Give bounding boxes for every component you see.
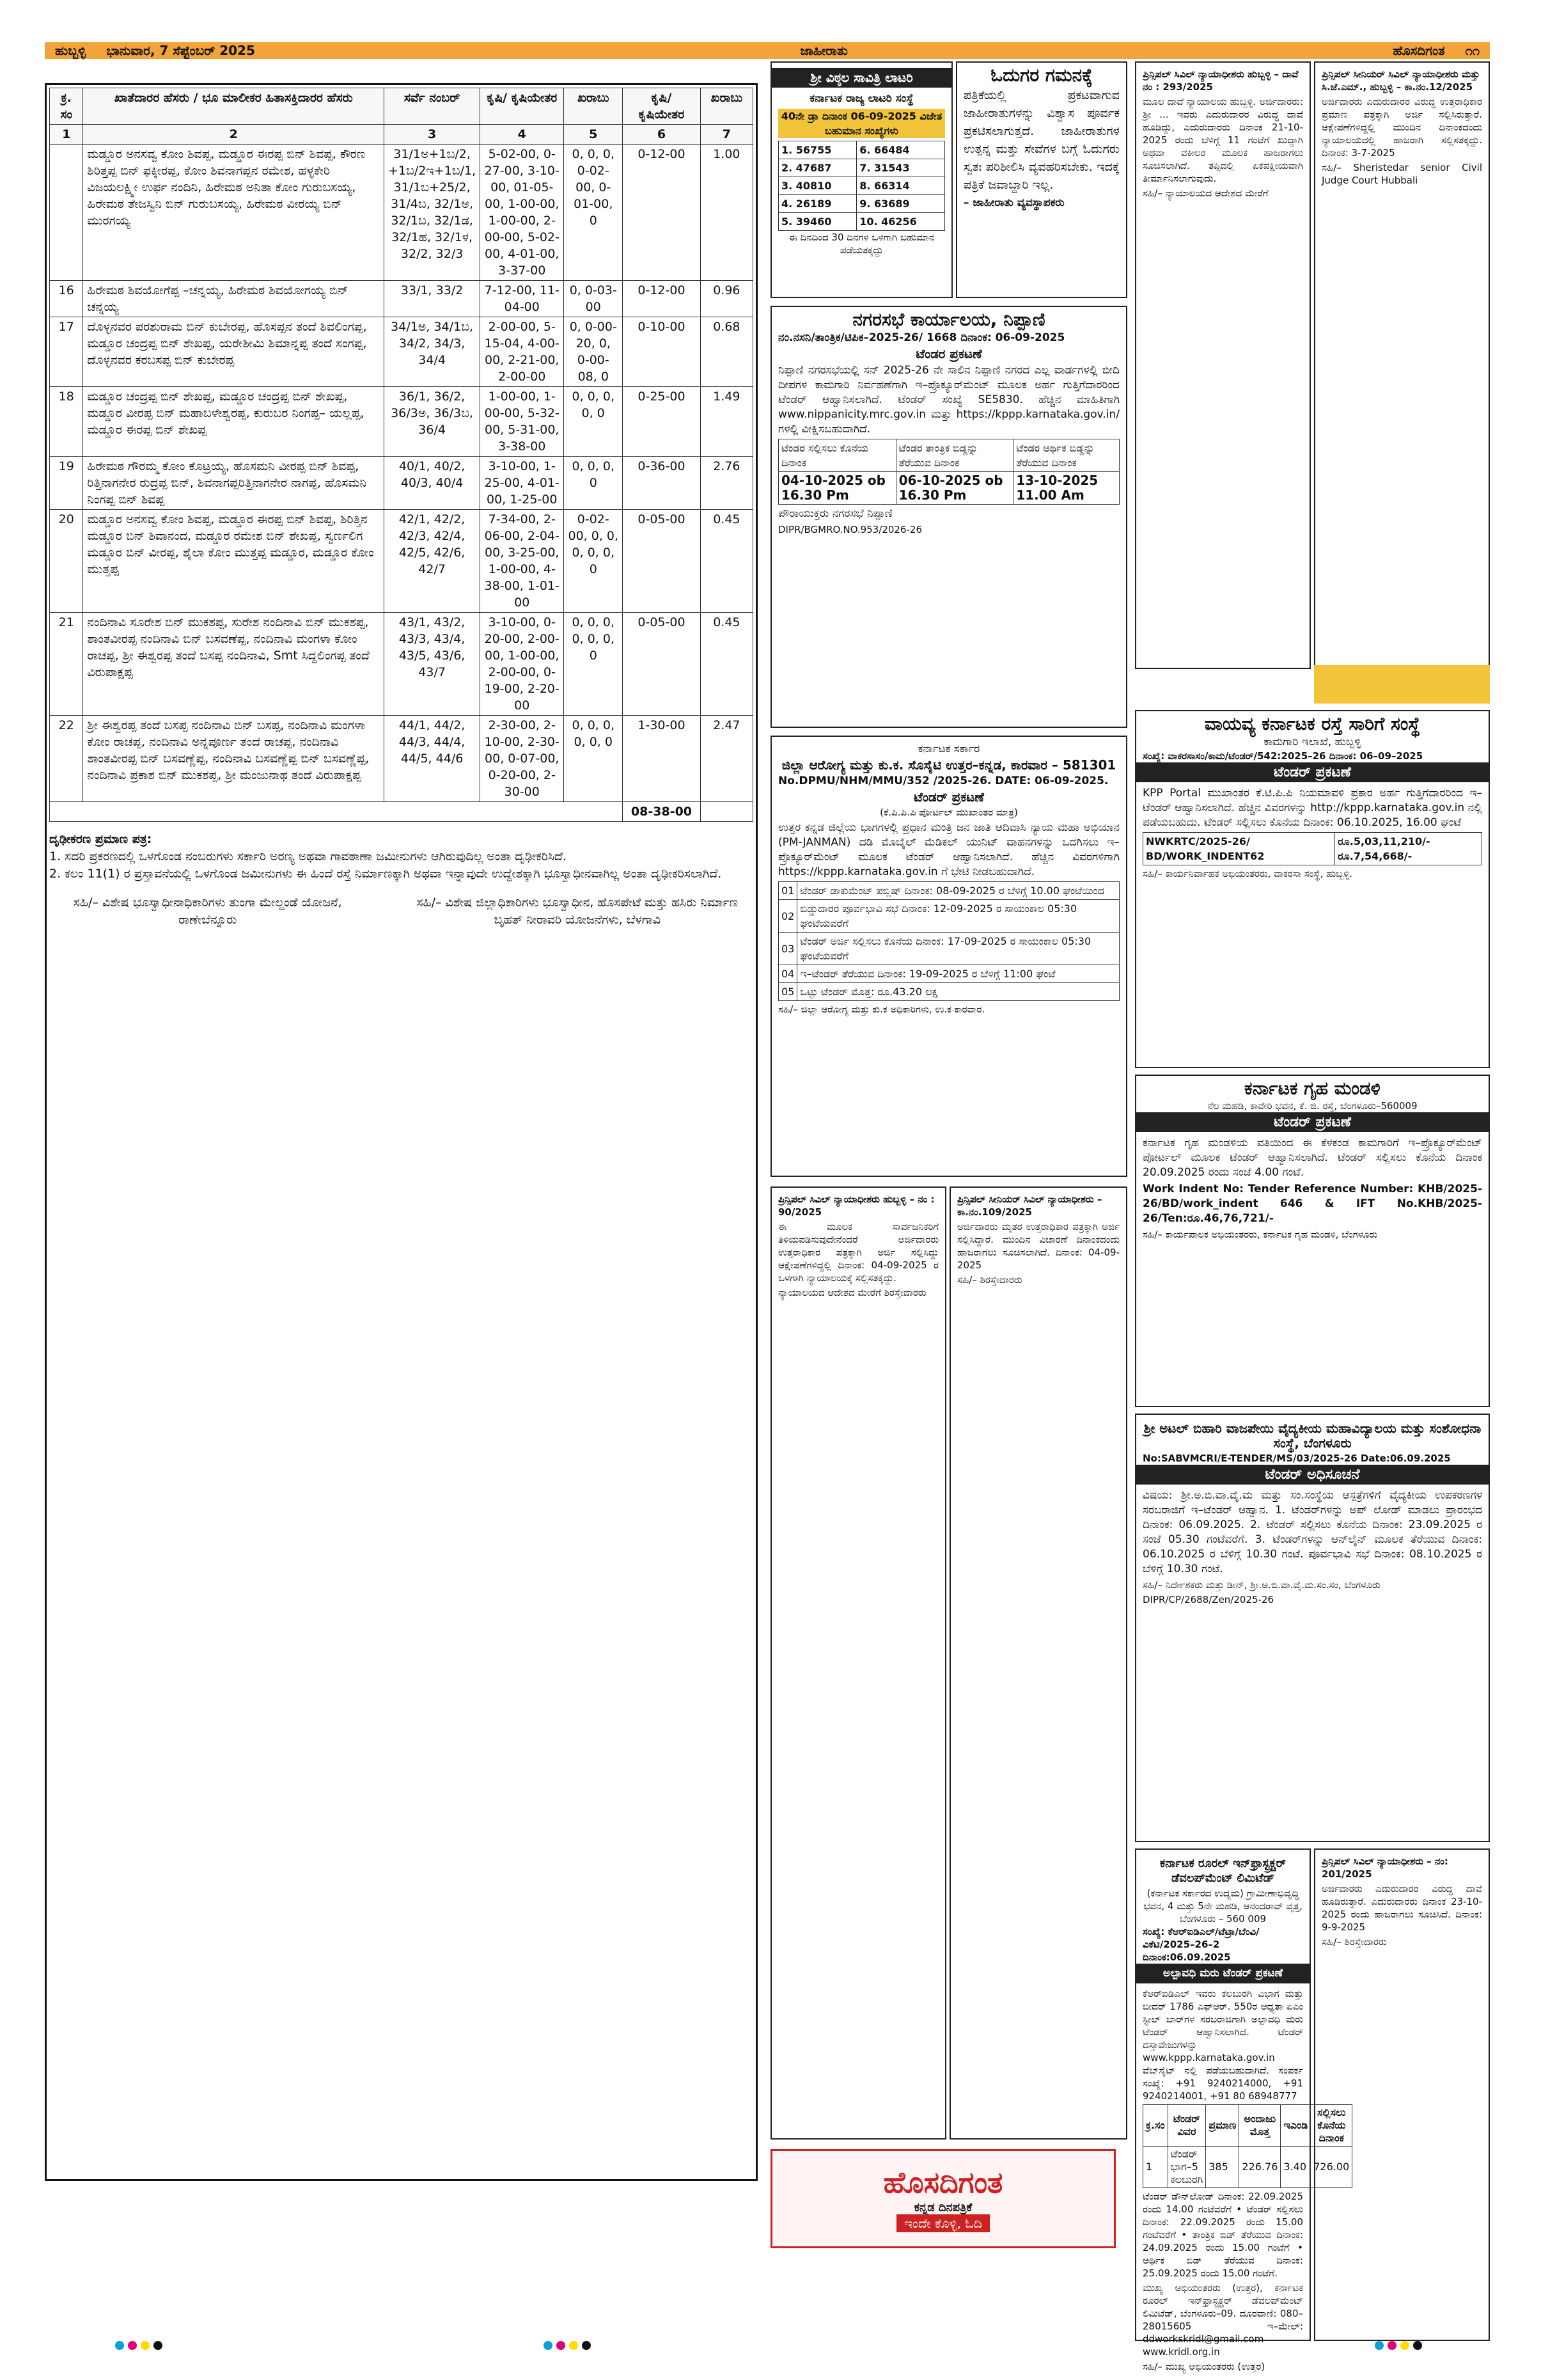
medical-title: ಶ್ರೀ ಅಟಲ್ ಬಿಹಾರಿ ವಾಜಪೇಯಿ ವೈದ್ಯಕೀಯ ಮಹಾವಿದ್ಯಾಲಯ ಮತ್ತು ಸಂಶೋಧನಾ ಸಂಸ್ಥೆ, ಬೆಂಗಳೂರು [1143,1421,1482,1451]
kridl-title: ಕರ್ನಾಟಕ ರೂರಲ್ ಇನ್‌ಫ್ರಾಸ್ಟ್ರಕ್ಚರ್ ಡೆವಲಪ್‌ಮೆಂಟ್ ಲಿಮಿಟೆಡ್ [1159,1857,1287,1885]
table-row [50,145,753,281]
hosadiganta-ad[interactable] [770,2149,1116,2248]
court3-head: ಪ್ರಿನ್ಸಿಪಲ್ ಸಿವಿಲ್ ನ್ಯಾಯಾಧೀಶರು ಹುಬ್ಬಳ್ಳಿ – ನಂ : 90/2025 [778,1194,935,1218]
court1-sign: ಸಹಿ/– ನ್ಯಾಯಾಲಯದ ಆದೇಶದ ಮೇರೆಗೆ [1143,187,1269,199]
karwar-tender [770,736,1127,1177]
cell-c: 0-12-00 [623,145,701,281]
court-notice-4 [950,1186,1127,2140]
col-number: 7 [700,125,753,145]
kridl-col-header: ಸಲ್ಲಿಸಲು ಕೊನೆಯ ದಿನಾಂಕ [1311,2105,1352,2147]
nipani-subtitle: ಟೆಂಡರ ಪ್ರಕಟಣೆ [916,346,982,361]
cell-d: 2.47 [700,716,753,802]
cell-c: 0-12-00 [623,281,701,317]
cell-b: 0, 0, 0, 0, 0, 0, 0 [564,613,623,716]
col-number: 5 [564,125,623,145]
nipani-tender [770,306,1127,728]
table-row [50,317,753,387]
lottery-subtitle: ಕರ್ನಾಟಕ ರಾಜ್ಯ ಲಾಟರಿ ಸಂಸ್ಥೆ [810,92,914,105]
nipani-col-3: ಟೆಂಡರ ಆರ್ಥಿಕ ಬಿಡ್ಡನ್ನು ತೆರೆಯುವ ದಿನಾಂಕ [1013,439,1120,472]
kridl-subtitle: ಅಲ್ಪಾವಧಿ ಮರು ಟೆಂಡರ್ ಪ್ರಕಟಣೆ [1136,1964,1310,1983]
nipani-date-1: 04-10-2025 ob 16.30 Pm [779,472,896,505]
housing-sub: ನೆಲ ಮಹಡಿ, ಕಾವೇರಿ ಭವನ, ಕೆ. ಜಿ. ರಸ್ತೆ, ಬೆಂಗಳೂರು–560009 [1207,1100,1418,1112]
kridl-cell: 226.76 [1239,2147,1281,2188]
cell-a: 5-02-00, 0-27-00, 3-10-00, 01-05-00, 1-00-00, 1-00-00, 2-00-00, 5-02-00, 4-01-00, 3-37-00 [480,145,564,281]
housing-body: ಕರ್ನಾಟಕ ಗೃಹ ಮಂಡಳಿಯ ವತಿಯಿಂದ ಈ ಕೆಳಕಂಡ ಕಾಮಗಾರಿಗೆ ಇ–ಪ್ರೊಕ್ಯೂರ್‌ಮೆಂಟ್ ಪೋರ್ಟಲ್ ಮೂಲಕ ಟೆಂಡರ್ ಆಹ್ವಾನಿಸಲಾಗಿದೆ. ಟೆಂಡರ್ ಸಲ್ಲಿಸಲು ಕೊನೆಯ ದಿನಾಂಕ 20.09.2025 ರಂದು ಸಂಜೆ 4.00 ಗಂಟೆ. [1143,1137,1482,1179]
housing-work: Work Indent No: Tender Reference Number: KHB/2025-26/BD/work_indent 646 & IFT No.KHB/2025-26/Ten:ರೂ.46,76,721/- [1143,1183,1482,1225]
schedule-row [779,933,1120,965]
cell-a: 7-12-00, 11-04-00 [480,281,564,317]
court5-body: ಅರ್ಜಿದಾರರು ಎದುರುದಾರರ ವಿರುದ್ಧ ದಾವೆ ಹೂಡಿರುತ್ತಾರೆ. ಎದುರುದಾರರು ದಿನಾಂಕ 23-10-2025 ರಂದು ಹಾಜರಾಗಲು ಸೂಚಿಸಿದೆ. ದಿನಾಂಕ: 9-9-2025 [1322,1883,1482,1933]
court-notice-3 [770,1186,946,2140]
ad-title: ಹೊಸದಿಗಂತ [883,2165,1003,2200]
cell-survey: 42/1, 42/2, 42/3, 42/4, 42/5, 42/6, 42/7 [384,510,480,613]
cell-a: 7-34-00, 2-06-00, 2-04-00, 3-25-00, 1-00-00, 4-38-00, 1-01-00 [480,510,564,613]
nwkrtc-amount: ರೂ.5,03,11,210/- ರೂ.7,54,668/- [1335,833,1482,865]
col-number: 6 [623,125,701,145]
kridl-main [1135,1848,1350,2372]
karwar-subtitle: ಟೆಂಡರ್ ಪ್ರಕಟಣೆ [914,789,984,805]
nipani-dipr: DIPR/BGMRO.NO.953/2026-26 [778,524,923,535]
lottery-number: 6. 66484 [857,141,945,159]
land-table [49,88,753,822]
medical-body: ವಿಷಯ: ಶ್ರೀ.ಅ.ಬಿ.ವಾ.ವೈ.ಮ ಮತ್ತು ಸಂ.ಸಂಸ್ಥೆಯ ಆಸ್ಪತ್ರೆಗಳಿಗೆ ವೈದ್ಯಕೀಯ ಉಪಕರಣಗಳ ಸರಬರಾಜಿಗೆ ಇ–ಟೆಂಡರ್ ಆಹ್ವಾನ. 1. ಟೆಂಡರ್‌ಗಳನ್ನು ಅಪ್ ಲೋಡ್ ಮಾಡಲು ಪ್ರಾರಂಭದ ದಿನಾಂಕ: 06.09.2025. 2. ಟೆಂಡರ್ ಸಲ್ಲಿಸಲು ಕೊನೆಯ ದಿನಾಂಕ: 23.09.2025 ರ ಸಂಜೆ 05.30 ಗಂಟೆವರೆಗೆ. 3. ಟೆಂಡರ್‌ಗಳನ್ನು ಆನ್‌ಲೈನ್ ಮೂಲಕ ತೆರೆಯುವ ದಿನಾಂಕ: 06.10.2025 ರ ಬೆಳಿಗ್ಗೆ 10.30 ಗಂಟೆ. ಪೂರ್ವಭಾವಿ ಸಭೆ ದಿನಾಂಕ: 08.10.2025 ರ ಬೆಳಿಗ್ಗೆ 10.30 ಗಂಟೆ. [1143,1489,1482,1575]
lottery-number: 9. 63689 [857,195,945,213]
kridl-col-header: ಇಎಂಡಿ [1281,2105,1311,2147]
cell-d: 1.49 [700,387,753,457]
court-notice-2 [1314,61,1490,669]
court5-head: ಪ್ರಿನ್ಸಿಪಲ್ ಸಿವಿಲ್ ನ್ಯಾಯಾಧೀಶರು – ನಂ: 201/2025 [1322,1856,1448,1880]
schedule-row [779,983,1120,1001]
lottery-number: 10. 46256 [857,213,945,231]
court3-sign: ನ್ಯಾಯಾಲಯದ ಆದೇಶದ ಮೇರೆಗೆ ಶಿರಸ್ತೇದಾರರು [778,1287,927,1298]
land-acquisition-notice [45,83,758,2181]
col-header-sno: ಕ್ರ. ಸಂ [50,88,83,125]
header-brand: ಹೊಸದಿಗಂತ [1393,43,1445,58]
cell-b: 0, 0, 0, 0, 0 [564,387,623,457]
cell-no: 19 [50,457,83,510]
lottery-number: 2. 47687 [779,159,857,177]
court1-head: ಪ್ರಿನ್ಸಿಪಲ್ ಸಿವಿಲ್ ನ್ಯಾಯಾಧೀಶರು ಹುಬ್ಬಳ್ಳಿ – ದಾವೆ ನಂ : 293/2025 [1143,68,1299,93]
kridl-col-header: ಟೆಂಡರ್ ವಿವರ [1168,2105,1206,2147]
schedule-cell: ಇ–ಟೆಂಡರ್ ತೆರೆಯುವ ದಿನಾಂಕ: 19-09-2025 ರ ಬೆಳಿಗ್ಗೆ 11:00 ಘಂಟೆ [797,965,1120,983]
lottery-footer: ಈ ದಿನದಿಂದ 30 ದಿನಗಳ ಒಳಗಾಗಿ ಬಹುಮಾನ ಪಡೆಯತಕ್ಕದ್ದು [788,232,935,256]
cell-a: 2-00-00, 5-15-04, 4-00-00, 2-21-00, 2-00-00 [480,317,564,387]
cell-name: ನಂದಿನಾವಿ ಸೂರೇಶ ಬಿನ್ ಮುಕಶಪ್ಪ, ಸುರೇಶ ನಂದಿನಾವಿ ಬಿನ್ ಮುಕಶಪ್ಪ, ಶಾಂತವೀರಪ್ಪ ನಂದಿನಾವಿ ಬಿನ್ ಬಸವಣೆಪ್ಪ, ನಂದಿನಾವಿ ಮಂಗಳಾ ಕೋಂ ರಾಚಪ್ಪ, ಶ್ರೀ ಈಶ್ವರಪ್ಪ ತಂದೆ ಬಸಪ್ಪ ನಂದಿನಾವಿ, Smt ಸಿದ್ದಲಿಂಗಪ್ಪ ತಂದೆ ವಿರುಪಾಕ್ಷಪ್ಪ [83,613,384,716]
lottery-draw: 40ನೇ ಡ್ರಾ ದಿನಾಂಕ 06-09-2025 ವಿಜೇತ ಬಹುಮಾನ ಸಂಖ್ಯೆಗಳು [778,109,945,138]
cell-c: 0-25-00 [623,387,701,457]
header-page-number: ೧೧ [1465,43,1480,58]
housing-subtitle: ಟೆಂಡರ್ ಪ್ರಕಟಣೆ [1136,1112,1489,1132]
schedule-cell: ಟೆಂಡರ್ ಡಾಕುಮೆಂಟ್ ಪಬ್ಲಿಷ್ ದಿನಾಂಕ: 08-09-2025 ರ ಬೆಳಿಗ್ಗೆ 10.00 ಘಂಟೆಯಿಂದ [797,882,1120,900]
cell-d: 2.76 [700,457,753,510]
header-city: ಹುಬ್ಬಳ್ಳಿ [55,43,86,58]
readers-title: ಓದುಗರ ಗಮನಕ್ಕೆ [990,65,1093,86]
cell-b: 0-02-00, 0, 0, 0, 0, 0, 0 [564,510,623,613]
col-number: 1 [50,125,83,145]
lottery-number: 5. 39460 [779,213,857,231]
nwkrtc-item: NWKRTC/2025-26/ BD/WORK_INDENT62 [1143,833,1335,865]
cell-name: ಹಿರೇಮಠ ಶಿವಯೋಗೆಪ್ಪ –ಚನ್ನಯ್ಯ, ಹಿರೇಮಠ ಶಿವಯೋಗಯ್ಯ ಬಿನ್ ಚನ್ನಯ್ಯ [83,281,384,317]
kridl-col-header: ಅಂದಾಜು ಮೊತ್ತ [1239,2105,1281,2147]
nipani-ref: ನಂ.ನಸನಿ/ತಾಂತ್ರಿಕ/ಟಿಪಿಕ–2025-26/ 1668 ದಿನಾಂಕ: 06-09-2025 [778,331,1065,344]
cell-no [50,145,83,281]
schedule-cell: ಒಟ್ಟು ಟೆಂಡರ್ ಮೊತ್ತ: ರೂ.43.20 ಲಕ್ಷ [797,983,1120,1001]
schedule-cell: 05 [779,983,797,1001]
readers-body: ಪತ್ರಿಕೆಯಲ್ಲಿ ಪ್ರಕಟವಾಗುವ ಜಾಹೀರಾತುಗಳನ್ನು ವಿಶ್ವಾಸ ಪೂರ್ವಕ ಪ್ರಕಟಿಸಲಾಗುತ್ತದೆ. ಜಾಹೀರಾತುಗಳ ಉತ್ಪನ್ನ ಮತ್ತು ಸೇವೆಗಳ ಬಗ್ಗೆ ಓದುಗರು ಸ್ವತಃ ಪರಿಶೀಲಿಸಿ ವ್ಯವಹರಿಸಬೇಕು. ಇದಕ್ಕೆ ಪತ್ರಿಕೆ ಜವಾಬ್ದಾರಿ ಇಲ್ಲ. [964,88,1120,192]
cell-survey: 40/1, 40/2, 40/3, 40/4 [384,457,480,510]
table-row [50,457,753,510]
court3-body: ಈ ಮೂಲಕ ಸಾರ್ವಜನಿಕರಿಗೆ ತಿಳಿಯಪಡಿಸುವುದೇನೆಂದರೆ ಅರ್ಜಿದಾರರು ಉತ್ತರಾಧಿಕಾರ ಪತ್ರಕ್ಕಾಗಿ ಅರ್ಜಿ ಸಲ್ಲಿಸಿದ್ದು ಆಕ್ಷೇಪಣೆಗಳಿದ್ದಲ್ಲಿ ದಿನಾಂಕ: 04-09-2025 ರ ಒಳಗಾಗಿ ನ್ಯಾಯಾಲಯಕ್ಕೆ ಸಲ್ಲಿಸತಕ್ಕದ್ದು. [778,1221,939,1284]
karwar-ref: No.DPMU/NHM/MMU/352 /2025-26. DATE: 06-09-2025. [778,775,1109,787]
cell-a: 3-10-00, 1-25-00, 4-01-00, 1-25-00 [480,457,564,510]
signature-1: ಸಹಿ/– ವಿಶೇಷ ಭೂಸ್ವಾಧೀನಾಧಿಕಾರಿಗಳು ತುಂಗಾ ಮೇಲ್ದಂಡೆ ಯೋಜನೆ, ರಾಣೇಬೆನ್ನೂರು [73,895,342,927]
header-title: ಜಾಹೀರಾತು [800,43,848,58]
kridl-sub: (ಕರ್ನಾಟಕ ಸರ್ಕಾರದ ಉದ್ಯಮ) ಗ್ರಾಮೀಣಾಭಿವೃದ್ಧಿ ಭವನ, 4 ಮತ್ತು 5ನೇ ಮಹಡಿ, ಆನಂದರಾವ್ ವೃತ್ತ, ಬೆಂಗಳೂರು – 560 009 [1143,1887,1302,1925]
nwkrtc-ref: ಸಂಖ್ಯೆ: ವಾಕರಸಾಸಂ/ಕಾಮ/ಟೆಂಡರ್/542:2025–26 ದಿನಾಂಕ: 06–09–2025 [1143,750,1423,762]
cell-b: 0, 0-00-20, 0, 0-00-08, 0 [564,317,623,387]
court2-head: ಪ್ರಿನ್ಸಿಪಲ್ ಸೀನಿಯರ್ ಸಿವಿಲ್ ನ್ಯಾಯಾಧೀಶರು ಮತ್ತು ಸಿ.ಜೆ.ಎಮ್., ಹುಬ್ಬಳ್ಳಿ – ಕಾ.ನಂ.12/2025 [1322,68,1480,93]
cell-d: 0.68 [700,317,753,387]
schedule-row [779,882,1120,900]
cell-name: ಮಡ್ಡೂರ ಅನಸವ್ವ ಕೋಂ ಶಿವಪ್ಪ, ಮಡ್ಡೂರ ಈರಪ್ಪ ಬಿನ್ ಶಿವಪ್ಪ, ಕೌರಣ ಶಿರಿತ್ತಪ್ಪ ಬಿನ್ ಫಕ್ಕೀರಪ್ಪ, ಕೋಂ ಶಿವನಾಗಪ್ಪನ ರಮೇಶ, ಹಳ್ಳಕೇರಿ ವಿಜಯಲಕ್ಷ್ಮೀ ಉರ್ಫ ನಂದಿನಿ, ಹಿರೇಮಠ ಅನಿತಾ ಕೋಂ ಗುರುಬಸಯ್ಯ, ಹಿರೇಮಠ ತೇಜಸ್ವಿನಿ ಬಿನ್ ಗುರುಬಸಯ್ಯ, ಹಿರೇಮಠ ವೀರಯ್ಯ ಬಿನ್ ಮುರಗಯ್ಯ [83,145,384,281]
lottery-number: 8. 66314 [857,177,945,195]
schedule-cell: 03 [779,933,797,965]
cell-no: 18 [50,387,83,457]
col-number: 2 [83,125,384,145]
court1-body: ಮೂಲ ದಾವೆ ನ್ಯಾಯಾಲಯ ಹುಬ್ಬಳ್ಳಿ. ಅರ್ಜಿದಾರರು: ಶ್ರೀ ... ಇವರು ಎದುರುದಾರರ ವಿರುದ್ಧ ದಾವೆ ಹೂಡಿದ್ದು, ಎದುರುದಾರರು ದಿನಾಂಕ 21-10-2025 ರಂದು ಬೆಳಿಗ್ಗೆ 11 ಗಂಟೆಗೆ ಖುದ್ದಾಗಿ ಅಥವಾ ವಕೀಲರ ಮೂಲಕ ಹಾಜರಾಗಲು ಸೂಚಿಸಲಾಗಿದೆ. ತಪ್ಪಿದಲ್ಲಿ ಏಕಪಕ್ಷೀಯವಾಗಿ ತೀರ್ಮಾನಿಸಲಾಗುವುದು. [1143,96,1303,184]
housing-sign: ಸಹಿ/– ಕಾರ್ಯಪಾಲಕ ಅಭಿಯಂತರರು, ಕರ್ನಾಟಕ ಗೃಹ ಮಂಡಳಿ, ಬೆಂಗಳೂರು [1143,1229,1378,1240]
ad-sub: ಕನ್ನಡ ದಿನಪತ್ರಿಕೆ [914,2201,973,2214]
table-row [50,510,753,613]
cell-no: 22 [50,716,83,802]
kridl-table [1143,2104,1352,2188]
court2-sign: ಸಹಿ/– Sheristedar senior Civil Judge Court Hubbali [1322,162,1482,186]
kridl-col-header: ಪ್ರಮಾಣ [1206,2105,1239,2147]
kridl-cell: 385 [1206,2147,1239,2188]
karwar-schedule [778,881,1120,1001]
court4-body: ಅರ್ಜಿದಾರರು ಮೃತರ ಉತ್ತರಾಧಿಕಾರ ಪತ್ರಕ್ಕಾಗಿ ಅರ್ಜಿ ಸಲ್ಲಿಸಿದ್ದಾರೆ. ಮುಂದಿನ ವಿಚಾರಣೆ ದಿನಾಂಕದಂದು ಹಾಜರಾಗಲು ಸೂಚಿಸಲಾಗಿದೆ. ದಿನಾಂಕ: 04-09-2025 [957,1221,1120,1271]
col-header-area-a: ಕೃಷಿ/ ಕೃಷಿಯೇತರ [480,88,564,125]
cell-b: 0, 0, 0, 0 [564,457,623,510]
cell-d: 0.96 [700,281,753,317]
table-row [50,387,753,457]
nwkrtc-sign: ಸಹಿ/– ಕಾರ್ಯನಿರ್ವಾಹಕ ಅಭಿಯಂತರರು, ವಾಕರಸಾ ಸಂಸ್ಥೆ, ಹುಬ್ಬಳ್ಳಿ. [1143,868,1353,879]
medical-college-tender [1135,1414,1490,1842]
nipani-title: ನಗರಸಭೆ ಕಾರ್ಯಾಲಯ, ನಿಪ್ಪಾಣಿ [852,309,1045,330]
kridl-body: ಕೆಆರ್‌ಐಡಿಎಲ್ ಇವರು ಕಲಬುರಗಿ ವಿಭಾಗ ಮತ್ತು ಬೀದರ್ 1786 ಎಫ್‌ಆರ್. 550ರ ಆಧ್ಯತಾ ಏಎಂ ಸ್ಟೀಲ್ ಬಾರ್‌ಗಳ ಸರಬರಾಜಿಗಾಗಿ ಅಲ್ಪಾವಧಿ ಮರು ಟೆಂಡರ್ ಆಹ್ವಾನಿಸಲಾಗಿದೆ. ಟೆಂಡರ್ ದಸ್ತಾವೇಜುಗಳನ್ನು www.kppp.karnataka.gov.in ವೆಬ್‌ಸೈಟ್ ನಲ್ಲಿ ಪಡೆಯಬಹುದಾಗಿದೆ. ಸಂಪರ್ಕ ಸಂಖ್ಯೆ: +91 9240214000, +91 9240214001, +91 80 68948777 [1143,1988,1303,2102]
cell-name: ಶ್ರೀ ಈಶ್ವರಪ್ಪ ತಂದೆ ಬಸಪ್ಪ ನಂದಿನಾವಿ ಬಿನ್ ಬಸಪ್ಪ, ನಂದಿನಾವಿ ಮಂಗಳಾ ಕೋಂ ರಾಚಪ್ಪ, ನಂದಿನಾವಿ ಅನ್ನಪೂರ್ಣ ತಂದೆ ರಾಚಪ್ಪ, ನಂದಿನಾವಿ ಶಾಂತವೀರಪ್ಪ ಬಿನ್ ಬಸವಣ್ಣೆಪ್ಪ, ನಂದಿನಾವಿ ಬಸವಣ್ಣೆಪ್ಪ ಬಿನ್ ಬಸವಣ್ಣೆಪ್ಪ, ನಂದಿನಾವಿ ಪ್ರಕಾಶ ಬಿನ್ ಮುಕಶಪ್ಪ, ಶ್ರೀ ಮಂಜುನಾಥ ತಂದೆ ವಿರುಪಾಕ್ಷಪ್ಪ [83,716,384,802]
medical-ref: No:SABVMCRI/E-TENDER/MS/03/2025-26 Date:06.09.2025 [1143,1453,1451,1464]
nwkrtc-sub: ಕಾಮಗಾರಿ ಇಲಾಖೆ, ಹುಬ್ಬಳ್ಳಿ [1263,736,1361,748]
kridl-cell: 1 [1143,2147,1168,2188]
medical-dipr: DIPR/CP/2688/Zen/2025-26 [1143,1594,1274,1605]
cell-survey: 43/1, 43/2, 43/3, 43/4, 43/5, 43/6, 43/7 [384,613,480,716]
lottery-number: 7. 31543 [857,159,945,177]
registration-marks-mid [544,2341,591,2350]
court4-sign: ಸಹಿ/– ಶಿರಸ್ತೇದಾರರು [957,1274,1022,1286]
nipani-body: ನಿಪ್ಪಾಣಿ ನಗರಸಭೆಯಲ್ಲಿ ಸನ್ 2025-26 ನೇ ಸಾಲಿನ ನಿಪ್ಪಾಣಿ ನಗರದ ಎಲ್ಲ ವಾರ್ಡಗಳಲ್ಲಿ ಬೀದಿ ದೀಪಗಳ ಕಾಮಗಾರಿ ನಿರ್ವಹಣೆಗಾಗಿ ಇ–ಪ್ರೊಕ್ಯೂರ್‌ಮೆಂಟ್ ಮೂಲಕ ಅರ್ಹ ಗುತ್ತಿಗೆದಾರರಿಂದ ಟೆಂಡರ್ ಆಹ್ವಾನಿಸಲಾಗಿದೆ. ಟೆಂಡರ್ ಸಂಖ್ಯೆ SE5830. ಹೆಚ್ಚಿನ ಮಾಹಿತಿಗಾಗಿ www.nippanicity.mrc.gov.in ಮತ್ತು https://kppp.karnataka.gov.in/ ಗಳಲ್ಲಿ ವೀಕ್ಷಿಸಬಹುದಾಗಿದೆ. [778,364,1120,436]
table-row [50,613,753,716]
kridl-sign: ಸಹಿ/– ಮುಖ್ಯ ಅಭಿಯಂತರರು (ಉತ್ತರ) [1143,2361,1265,2372]
col-number: 3 [384,125,480,145]
karwar-title: ಜಿಲ್ಲಾ ಆರೋಗ್ಯ ಮತ್ತು ಕು.ಕ. ಸೊಸೈಟಿ ಉತ್ತರ–ಕನ್ನಡ, ಕಾರವಾರ – 581301 [781,757,1116,773]
registration-marks-left [115,2341,162,2350]
nwkrtc-title: ವಾಯವ್ಯ ಕರ್ನಾಟಕ ರಸ್ತೆ ಸಾರಿಗೆ ಸಂಸ್ಥೆ [1204,713,1421,734]
notes-line-1: 1. ಸದರಿ ಪ್ರಕರಣದಲ್ಲಿ ಒಳಗೊಂಡ ನಂಬರುಗಳು ಸರ್ಕಾರಿ ಅರಣ್ಯ ಅಥವಾ ಗಾವಠಾಣಾ ಜಮೀನುಗಳು ಆಗಿರುವುದಿಲ್ಲ ಅಂತಾ ದೃಢೀಕರಿಸಿದೆ. [49,849,567,863]
lottery-number: 3. 40810 [779,177,857,195]
cell-survey: 36/1, 36/2, 36/3ಅ, 36/3ಬ, 36/4 [384,387,480,457]
court4-head: ಪ್ರಿನ್ಸಿಪಲ್ ಸೀನಿಯರ್ ಸಿವಿಲ್ ನ್ಯಾಯಾಧೀಶರು – ಕಾ.ನಂ.109/2025 [957,1194,1102,1218]
schedule-row [779,965,1120,983]
cell-no: 21 [50,613,83,716]
cell-name: ದೊಳ್ಳನವರ ಪರಶುರಾಮ ಬಿನ್ ಕುಬೇರಪ್ಪ, ಹೊಸಪ್ಪನ ತಂದೆ ಶಿವಲಿಂಗಪ್ಪ, ಮಡ್ಡೂರ ಚಂದ್ರಪ್ಪ ಬಿನ್ ಶೇಖಪ್ಪ, ಯರೇಶೀಮಿ ಶಿಮಾನ್ನಪ್ಪ ತಂದೆ ಸಂಗಪ್ಪ, ದೊಳ್ಳನವರ ಕರಬಸಪ್ಪ ಬಿನ್ ಕುಬೇರಪ್ಪ [83,317,384,387]
table-row [50,281,753,317]
nipani-date-2: 06-10-2025 ob 16.30 Pm [896,472,1013,505]
notes-heading: ದೃಢೀಕರಣ ಪ್ರಮಾಣ ಪತ್ರ: [49,832,152,846]
col-header-kharab-a: ಖರಾಬು [564,88,623,125]
lottery-number: 1. 56755 [779,141,857,159]
cell-c: 0-05-00 [623,613,701,716]
registration-marks-right [1375,2341,1422,2350]
cell-survey: 31/1ಅ+1ಬ/2, +1ಬ/2ಇ+1ಬ/1, 31/1ಬ+25/2, 31/4ಬ, 32/1ಅ, 32/1ಬ, 32/1ಡ, 32/1ಹ, 32/1ಳ, 32/2, 32/3 [384,145,480,281]
schedule-cell: 01 [779,882,797,900]
cell-d: 0.45 [700,510,753,613]
col-number: 4 [480,125,564,145]
cell-b: 0, 0-03-00 [564,281,623,317]
cell-name: ಹಿರೇಮಠ ಗೌರಮ್ಮ ಕೋಂ ಕೊಟ್ರಯ್ಯ, ಹೊಸಮನಿ ವೀರಪ್ಪ ಬಿನ್ ಶಿವಪ್ಪ, ರಿತ್ತಿನಾಗನೇರ ರುದ್ರಪ್ಪ ಬಿನ್, ಶಿವನಾಗಪ್ಪರಿತ್ತಿನಾಗನೇರ ನಾಗಪ್ಪ, ಹೊಸಮನಿ ನಿಂಗಪ್ಪ ಬಿನ್ ಶಿವಪ್ಪ [83,457,384,510]
court-notice-1 [1135,61,1311,669]
col-header-area-b: ಕೃಷಿ/ ಕೃಷಿಯೇತರ [623,88,701,125]
kridl-cell: ಟೆಂಡರ್ ಭಾಗ–5 ಕಲಬುರಗಿ [1168,2147,1206,2188]
cell-b: 0, 0, 0, 0-02-00, 0-01-00, 0 [564,145,623,281]
kridl-cell: 726.00 [1311,2147,1352,2188]
nipani-col-2: ಟೆಂಡರ ತಾಂತ್ರಿಕ ಬಿಡ್ಡನ್ನು ತೆರೆಯುವ ದಿನಾಂಕ [896,439,1013,472]
cell-no: 16 [50,281,83,317]
kridl-contact: ಮುಖ್ಯ ಅಭಿಯಂತರರು (ಉತ್ತರ), ಕರ್ನಾಟಕ ರೂರಲ್ ಇನ್‌ಫ್ರಾಸ್ಟ್ರಕ್ಚರ್ ಡೆವಲಪ್‌ಮೆಂಟ್ ಲಿಮಿಟೆಡ್, ಬೆಂಗಳೂರು–09. ದೂರವಾಣಿ: 080–28015605 ಇ–ಮೇಲ್: ddworkskridl@gmail.com www.kridl.org.in [1143,2282,1303,2358]
nipani-col-1: ಟೆಂಡರ ಸಲ್ಲಿಸಲು ಕೊನೆಯ ದಿನಾಂಕ [779,439,896,472]
cell-a: 1-00-00, 1-00-00, 5-32-00, 5-31-00, 3-38-00 [480,387,564,457]
karwar-sub2: (ಕೆ.ಪಿ.ಪಿ.ಪಿ ಪೋರ್ಟಲ್ ಮುಖಾಂತರ ಮಾತ್ರ) [880,807,1018,818]
cell-d: 0.45 [700,613,753,716]
notes-section [49,831,753,929]
court-notice-5 [1314,1848,1490,2341]
cell-name: ಮಡ್ಡೂರ ಅನಸವ್ವ ಕೋಂ ಶಿವಪ್ಪ, ಮಡ್ಡೂರ ಈರಪ್ಪ ಬಿನ್ ಶಿವಪ್ಪ, ಶಿರಿತ್ತಿನ ಮಡ್ಡೂರ ಬಿನ್ ಶಿವಾನಂದ, ಮಡ್ಡೂರ ರಮೇಶ ಬಿನ್ ಶೇಖಪ್ಪ, ಸ್ವರ್ಣಲಿಗ ಮಡ್ಡೂರ ಬಿನ್ ವೀರಪ್ಪ, ಶೈಲಾ ಕೋಂ ಮುತ್ತಪ್ಪ ಮಡ್ಡೂರ, ಮಡ್ಡೂರ ಕೋಂ ಮುತ್ತಪ್ಪ [83,510,384,613]
kridl-col-header: ಕ್ರ.ಸಂ [1143,2105,1168,2147]
cell-survey: 33/1, 33/2 [384,281,480,317]
medical-sign: ಸಹಿ/– ನಿರ್ದೇಶಕರು ಮತ್ತು ಡೀನ್, ಶ್ರೀ.ಅ.ಬಿ.ವಾ.ವೈ.ಮ.ಸಂ.ಸಂ, ಬೆಂಗಳೂರು [1143,1579,1381,1591]
table-total: 08-38-00 [623,802,701,822]
table-row [50,716,753,802]
lottery-number: 4. 26189 [779,195,857,213]
col-header-name: ಖಾತೆದಾರರ ಹೆಸರು / ಭೂ ಮಾಲೀಕರ ಹಿತಾಸಕ್ತಿದಾರರ ಹೆಸರು [83,88,384,125]
lottery-numbers [778,141,945,231]
kridl-ref: ಸಂಖ್ಯೆ: ಕೆಆರ್‌ಐಡಿಎಲ್/ಟೆಟ್ರಾ/ಬೆಂವಿ/ವಿಕೆಟಿ/2025–26–2 ದಿನಾಂಕ:06.09.2025 [1143,1926,1260,1963]
cell-c: 0-05-00 [623,510,701,613]
cell-a: 3-10-00, 0-20-00, 2-00-00, 1-00-00, 2-00-00, 0-19-00, 2-20-00 [480,613,564,716]
karwar-sign: ಸಹಿ/– ಜಿಲ್ಲಾ ಆರೋಗ್ಯ ಮತ್ತು ಕು.ಕ ಅಧಿಕಾರಿಗಳು, ಉ.ಕ ಕಾರವಾರ. [778,1004,985,1015]
cell-no: 20 [50,510,83,613]
kridl-tender [770,2255,783,2265]
court2-body: ಅರ್ಜಿದಾರರು ಎದುರುದಾರರ ವಿರುದ್ಧ ಉತ್ತರಾಧಿಕಾರ ಪ್ರಮಾಣ ಪತ್ರಕ್ಕಾಗಿ ಅರ್ಜಿ ಸಲ್ಲಿಸಿರುತ್ತಾರೆ. ಆಕ್ಷೇಪಣೆಗಳಿದ್ದಲ್ಲಿ ಮುಂದಿನ ದಿನಾಂಕದಂದು ನ್ಯಾಯಾಲಯದಲ್ಲಿ ಹಾಜರಾಗಿ ಸಲ್ಲಿಸತಕ್ಕದ್ದು. ದಿನಾಂಕ: 3-7-2025 [1322,96,1482,159]
cell-c: 1-30-00 [623,716,701,802]
cell-d: 1.00 [700,145,753,281]
cell-no: 17 [50,317,83,387]
table-total-row [50,802,753,822]
nwkrtc-body: KPP Portal ಮುಖಾಂತರ ಕೆ.ಟಿ.ಪಿ.ಪಿ ನಿಯಮಾವಳಿ ಪ್ರಕಾರ ಅರ್ಹ ಗುತ್ತಿಗೆದಾರರಿಂದ ಇ–ಟೆಂಡರ್ ಆಹ್ವಾನಿಸಲಾಗಿದೆ. ಹೆಚ್ಚಿನ ವಿವರಗಳನ್ನು http://kppp.karnataka.gov.in ನಲ್ಲಿ ಪಡೆಯಬಹುದು. ಟೆಂಡರ್ ಸಲ್ಲಿಸಲು ಕೊನೆಯ ದಿನಾಂಕ: 06.10.2025, 16.00 ಘಂಟೆ [1143,787,1482,829]
nwkrtc-subtitle: ಟೆಂಡರ್ ಪ್ರಕಟಣೆ [1136,762,1489,782]
court5-sign: ಸಹಿ/– ಶಿರಸ್ತೇದಾರರು [1322,1936,1387,1948]
lottery-box [770,61,953,298]
cell-name: ಮಡ್ಡೂರ ಚಂದ್ರಪ್ಪ ಬಿನ್ ಶೇಖಪ್ಪ, ಮಡ್ಡೂರ ಚಂದ್ರಪ್ಪ ಬಿನ್ ಶೇಖಪ್ಪ, ಮಡ್ಡೂರ ವೀರಪ್ಪ ಬಿನ್ ಮಹಾಬಳೇಶ್ವರಪ್ಪ, ಕುರುಬರ ನಿಂಗಪ್ಪ– ಯಲ್ಲಪ್ಪ, ಮಡ್ಡೂರ ಈರಪ್ಪ ಬಿನ್ ಶೇಖಪ್ಪ [83,387,384,457]
col-header-survey: ಸರ್ವೆ ನಂಬರ್ [384,88,480,125]
schedule-cell: 04 [779,965,797,983]
nwkrtc-table [1143,832,1482,865]
readers-sign: – ಜಾಹೀರಾತು ವ್ಯವಸ್ಥಾಪಕರು [964,196,1065,209]
schedule-cell: ಬಿಡ್ಡುದಾರರ ಪೂರ್ವಭಾವಿ ಸಭೆ ದಿನಾಂಕ: 12-09-2025 ರ ಸಾಯಂಕಾಲ 05:30 ಘಂಟೆಯವರೆಗೆ [797,900,1120,933]
lottery-title: ಶ್ರೀ ವಿಠ್ಠಲ ಸಾವಿತ್ರಿ ಲಾಟರಿ [772,68,951,88]
notes-line-2: 2. ಕಲಂ 11(1) ರ ಪ್ರಸ್ತಾವನೆಯಲ್ಲಿ ಒಳಗೊಂಡ ಜಮೀನುಗಳು ಈ ಹಿಂದೆ ರಸ್ತೆ ನಿರ್ಮಾಣಕ್ಕಾಗಿ ಅಥವಾ ಇನ್ನಾವುದೇ ಉದ್ದೇಶಕ್ಕಾಗಿ ಭೂಸ್ವಾಧೀನವಾಗಿಲ್ಲ ಅಂತಾ ದೃಢೀಕರಿಸಲಾಗಿದೆ. [49,867,722,881]
cell-c: 0-10-00 [623,317,701,387]
yellow-strip [1314,665,1490,704]
cell-survey: 34/1ಅ, 34/1ಬ, 34/2, 34/3, 34/4 [384,317,480,387]
readers-notice [956,61,1127,298]
cell-survey: 44/1, 44/2, 44/3, 44/4, 44/5, 44/6 [384,716,480,802]
page-header [45,42,1490,59]
kridl-cell: 3.40 [1281,2147,1311,2188]
nipani-dates-table [778,439,1120,505]
housing-board-tender [1135,1075,1490,1407]
medical-subtitle: ಟೆಂಡರ್ ಅಧಿಸೂಚನೆ [1136,1465,1489,1485]
schedule-cell: 02 [779,900,797,933]
signature-2: ಸಹಿ/– ವಿಶೇಷ ಜಿಲ್ಲಾಧಿಕಾರಿಗಳು ಭೂಸ್ವಾಧೀನ, ಹೊಸಪೇಟೆ ಮತ್ತು ಹಸಿರು ನಿರ್ಮಾಣ ಬೃಹತ್ ನೀರಾವರಿ ಯೋಜನೆಗಳು, ಬೆಳಗಾವಿ [416,895,739,927]
schedule-row [779,900,1120,933]
kridl-dates: ಟೆಂಡರ್ ಡೌನ್‌ಲೋಡ್ ದಿನಾಂಕ: 22.09.2025 ರಂದು 14.00 ಗಂಟೆವರೆಗೆ • ಟೆಂಡರ್ ಸಲ್ಲಿಸಲು ದಿನಾಂಕ: 22.09.2025 ರಂದು 15.00 ಗಂಟೆವರೆಗೆ • ತಾಂತ್ರಿಕ ಬಿಡ್ ತೆರೆಯುವ ದಿನಾಂಕ: 24.09.2025 ರಂದು 15.00 ಗಂಟೆಗೆ • ಆರ್ಥಿಕ ಬಿಡ್ ತೆರೆಯುವ ದಿನಾಂಕ: 25.09.2025 ರಂದು 15.00 ಗಂಟೆಗೆ. [1143,2191,1303,2279]
schedule-cell: ಟೆಂಡರ್ ಅರ್ಜಿ ಸಲ್ಲಿಸಲು ಕೊನೆಯ ದಿನಾಂಕ: 17-09-2025 ರ ಸಾಯಂಕಾಲ 05:30 ಘಂಟೆಯವರೆಗೆ [797,933,1120,965]
nipani-date-3: 13-10-2025 11.00 Am [1013,472,1120,505]
nwkrtc-tender [1135,710,1490,1068]
col-header-kharab-b: ಖರಾಬು [700,88,753,125]
nipani-sign: ಪೌರಾಯುಕ್ತರು ನಗರಸಭೆ ನಿಪ್ಪಾಣಿ [778,507,893,520]
header-date: ಭಾನುವಾರ, 7 ಸೆಪ್ಟೆಂಬರ್ 2025 [106,43,255,58]
karwar-body: ಉತ್ತರ ಕನ್ನಡ ಜಿಲ್ಲೆಯ ಭಾಗಗಳಲ್ಲಿ ಪ್ರಧಾನ ಮಂತ್ರಿ ಜನ ಜಾತಿ ಆದಿವಾಸಿ ನ್ಯಾಯ ಮಹಾ ಅಭಿಯಾನ (PM-JANMAN) ದಡಿ ಮೊಬೈಲ್ ಮೆಡಿಕಲ್ ಯುನಿಟ್ ವಾಹನಗಳನ್ನು ಒದಗಿಸಲು ಇ–ಪ್ರೊಕ್ಯೂರ್‌ಮೆಂಟ್ ಮೂಲಕ ಟೆಂಡರ್ ಆಹ್ವಾನಿಸಲಾಗಿದೆ. ಹೆಚ್ಚಿನ ವಿವರಗಳಿಗಾಗಿ https://kppp.karnataka.gov.in ಗೆ ಭೇಟಿ ನೀಡಬಹುದಾಗಿದೆ. [778,821,1120,878]
ad-tag: ಇಂದೇ ಕೊಳ್ಳಿ, ಓದಿ [896,2214,990,2232]
cell-b: 0, 0, 0, 0, 0, 0 [564,716,623,802]
cell-c: 0-36-00 [623,457,701,510]
cell-a: 2-30-00, 2-10-00, 2-30-00, 0-07-00, 0-20-00, 2-30-00 [480,716,564,802]
karwar-top: ಕರ್ನಾಟಕ ಸರ್ಕಾರ [918,743,980,755]
housing-title: ಕರ್ನಾಟಕ ಗೃಹ ಮಂಡಳಿ [1244,1078,1381,1099]
